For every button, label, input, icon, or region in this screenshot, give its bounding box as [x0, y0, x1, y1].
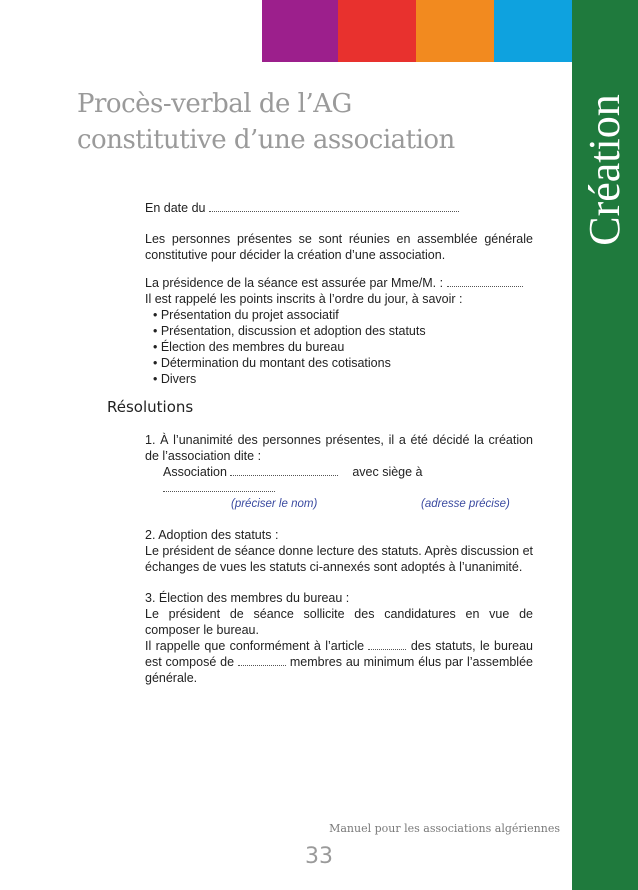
- color-bar-red: [338, 0, 416, 62]
- resolutions-section: [145, 432, 533, 686]
- title-line-2: constitutive d’une association: [77, 125, 455, 155]
- association-label: Association: [163, 465, 227, 479]
- agenda-item: • Divers: [153, 372, 197, 386]
- association-name-blank: [230, 465, 338, 476]
- hint-row: [145, 496, 533, 512]
- presidency-label: La présidence de la séance est assurée par Mme/M. :: [145, 276, 444, 290]
- agenda-item: • Présentation, discussion et adoption des statuts: [153, 324, 426, 338]
- agenda-intro: Il est rappelé les points inscrits à l’ordre du jour, à savoir :: [145, 292, 463, 306]
- date-blank: [209, 201, 459, 212]
- resolution-2-text: Le président de séance donne lecture des statuts. Après discussion et échanges de vues les statuts ci-annexés sont adoptés à l’unanimité.: [145, 544, 533, 574]
- presence-paragraph: Les personnes présentes se sont réunies en assemblée générale constitutive pour décider la création d’une association.: [145, 232, 533, 262]
- agenda-item: • Élection des membres du bureau: [153, 340, 345, 354]
- seat-address-blank: [163, 481, 275, 492]
- resolutions-heading: Résolutions: [107, 398, 194, 416]
- resolution-2-title: 2. Adoption des statuts :: [145, 528, 279, 542]
- title-line-1: Procès-verbal de l’AG: [77, 89, 352, 119]
- article-end: membres au minimum élus par l’assemblée générale.: [145, 655, 533, 685]
- color-bar-orange: [416, 0, 494, 62]
- article-after: des statuts, le bureau est composé de: [145, 639, 533, 669]
- intro-section: [145, 200, 533, 387]
- association-line: [145, 464, 533, 496]
- footer-manual-title: Manuel pour les associations algériennes: [329, 822, 560, 835]
- address-hint: (adresse précise): [421, 498, 510, 510]
- article-blank: [368, 639, 406, 650]
- color-bar-purple: [262, 0, 338, 62]
- resolution-3-article: [145, 638, 533, 686]
- presidency-blank: [447, 276, 523, 287]
- page-number: 33: [305, 844, 333, 869]
- presidency-line: [145, 275, 533, 291]
- agenda-item: • Détermination du montant des cotisations: [153, 356, 391, 370]
- color-bar-blue: [494, 0, 572, 62]
- name-hint: (préciser le nom): [231, 498, 318, 510]
- resolution-3-text: Le président de séance sollicite des candidatures en vue de composer le bureau.: [145, 607, 533, 637]
- members-count-blank: [238, 655, 286, 666]
- article-before: Il rappelle que conformément à l’article: [145, 639, 365, 653]
- date-line: [145, 200, 533, 216]
- agenda-list: [145, 307, 533, 387]
- side-label: Création: [580, 94, 629, 246]
- page-title: [77, 86, 537, 158]
- date-label: En date du: [145, 201, 206, 215]
- resolution-3-title: 3. Élection des membres du bureau :: [145, 591, 350, 605]
- agenda-item: • Présentation du projet associatif: [153, 308, 339, 322]
- resolution-1-text: 1. À l’unanimité des personnes présentes, il a été décidé la création de l’association dite :: [145, 433, 533, 463]
- seat-label: avec siège à: [352, 465, 423, 479]
